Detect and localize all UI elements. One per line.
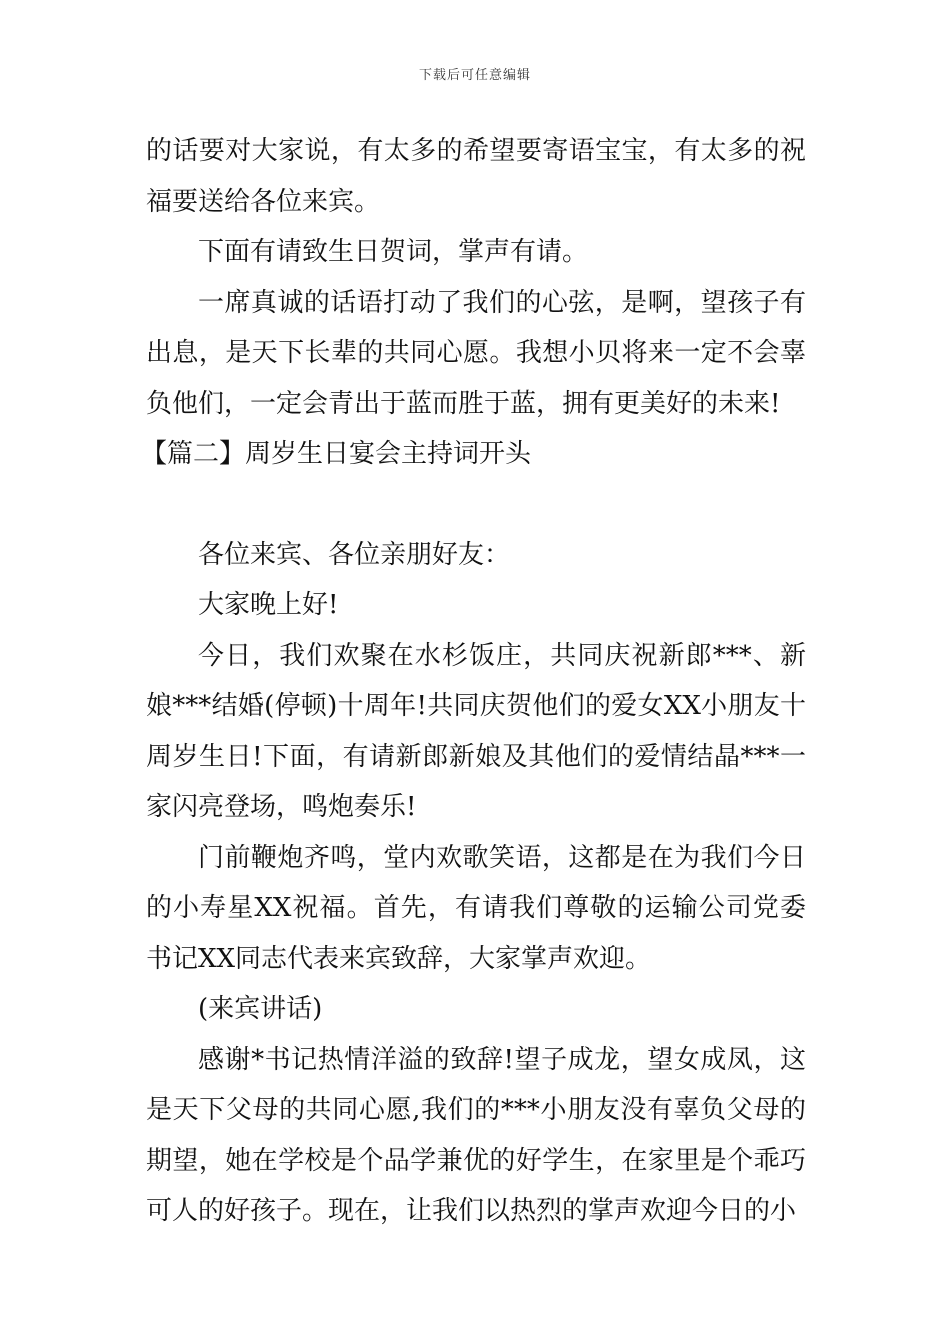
paragraph-heartfelt-words: 一席真诚的话语打动了我们的心弦，是啊，望孩子有出息，是天下长辈的共同心愿。我想小贝将来一定不会辜负他们，一定会青出于蓝而胜于蓝，拥有更美好的未来! (146, 287, 806, 419)
paragraph-guest-speech: (来宾讲话) (198, 994, 323, 1024)
section-title: 【篇二】周岁生日宴会主持词开头 (141, 439, 532, 469)
paragraph-firecrackers: 门前鞭炮齐鸣，堂内欢歌笑语，这都是在为我们今日的小寿星XX祝福。首先，有请我们尊敬的运输公司党委书记XX同志代表来宾致辞，大家掌声欢迎。 (146, 842, 806, 974)
page-header: 下载后可任意编辑 (418, 68, 531, 83)
paragraph-gathering: 今日，我们欢聚在水杉饭庄，共同庆祝新郎***、新娘***结婚(停顿)十周年!共同庆贺他们的爱女XX小朋友十周岁生日!下面，有请新郎新娘及其他们的爱情结晶***一家闪亮登场，鸣炮奏乐! (146, 640, 806, 822)
blank-line (146, 480, 806, 530)
paragraph-birthday-speech-invite: 下面有请致生日贺词，掌声有请。 (198, 237, 589, 267)
paragraph-good-evening: 大家晚上好! (198, 590, 339, 620)
paragraph-greeting-guests: 各位来宾、各位亲朋好友： (198, 539, 511, 570)
paragraph-continued: 的话要对大家说，有太多的希望要寄语宝宝，有太多的祝福要送给各位来宾。 (146, 136, 806, 217)
document-body (141, 126, 806, 1237)
paragraph-thanks: 感谢*书记热情洋溢的致辞!望子成龙，望女成凤，这是天下父母的共同心愿,我们的***小朋友没有辜负父母的期望，她在学校是个品学兼优的好学生，在家里是个乖巧可人的好孩子。现在，让我们以热烈的掌声欢迎今日的小 (146, 1044, 806, 1226)
